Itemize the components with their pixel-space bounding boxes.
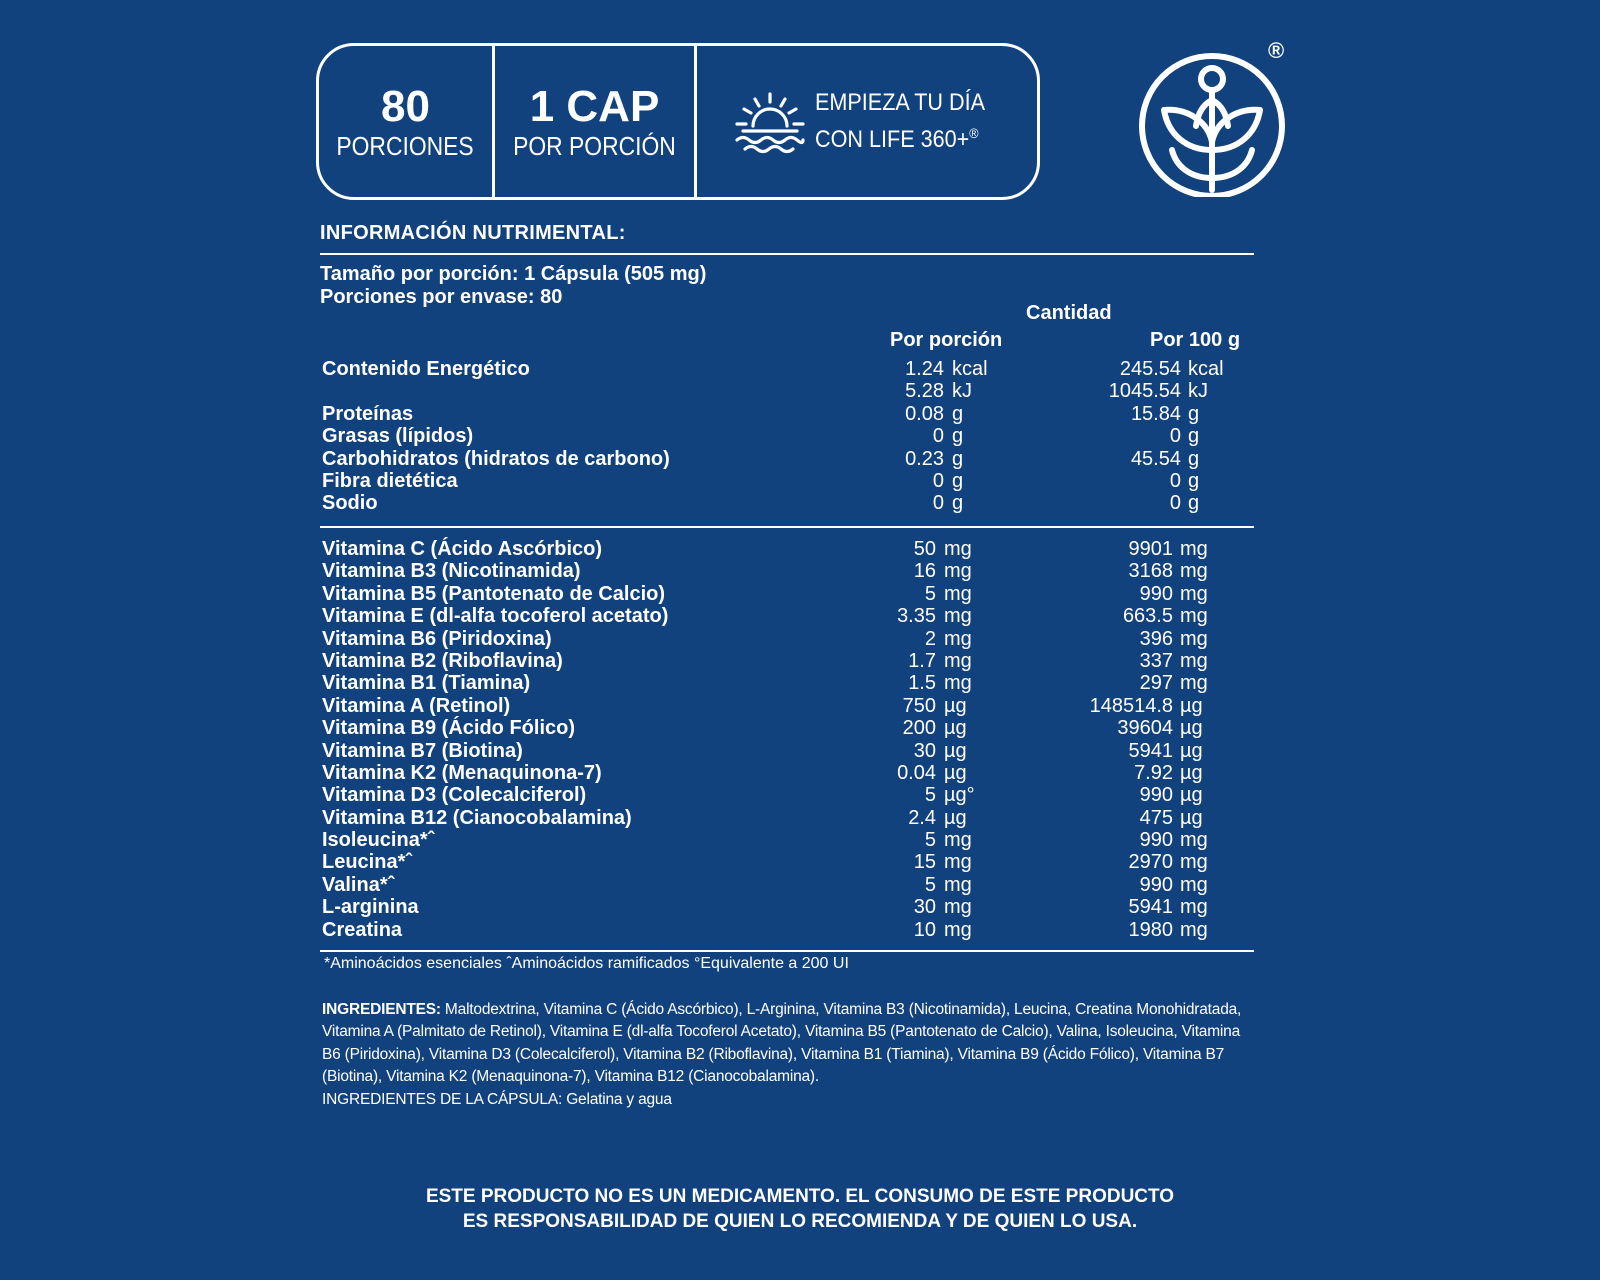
per-serving-value: 50 bbox=[913, 538, 936, 560]
per-100g-unit: g bbox=[1188, 425, 1200, 448]
ingredients-block bbox=[322, 999, 1262, 1111]
per-serving-value: 5 bbox=[924, 873, 936, 896]
logo-registered-mark: ® bbox=[1268, 38, 1285, 63]
per-serving-unit: µg bbox=[944, 717, 967, 740]
nutrient-name: L-arginina bbox=[322, 896, 419, 919]
per-100g-value: 337 bbox=[1139, 649, 1173, 672]
divider bbox=[320, 950, 1254, 952]
per-100g-unit: µg bbox=[1180, 694, 1203, 717]
table-row bbox=[322, 538, 1262, 560]
per-serving-unit: µg bbox=[944, 739, 967, 762]
per-100g-value: 990 bbox=[1139, 582, 1173, 605]
nutrient-name: Vitamina B3 (Nicotinamida) bbox=[322, 560, 581, 583]
table-row bbox=[322, 807, 1262, 829]
per-100g-value: 45.54 bbox=[1130, 447, 1181, 470]
table-row bbox=[322, 605, 1262, 627]
per-serving-value: 200 bbox=[902, 717, 936, 740]
table-row bbox=[322, 851, 1262, 873]
per-100g-value: 15.84 bbox=[1130, 402, 1181, 425]
per-serving-value: 15 bbox=[913, 851, 936, 874]
per-serving-value: 1.24 bbox=[905, 358, 944, 380]
per-100g-unit: mg bbox=[1180, 829, 1208, 852]
per-100g-value: 39604 bbox=[1117, 717, 1173, 740]
per-serving-value: 30 bbox=[913, 739, 936, 762]
per-serving-value: 2 bbox=[924, 627, 936, 650]
serving-summary-box bbox=[316, 43, 1040, 200]
per-serving-value: 1.5 bbox=[908, 672, 936, 695]
per-100g-value: 990 bbox=[1139, 784, 1173, 807]
capsule-ingredients: INGREDIENTES DE LA CÁPSULA: Gelatina y agua bbox=[322, 1090, 672, 1108]
table-row bbox=[322, 762, 1262, 784]
sunrise-icon bbox=[731, 90, 809, 154]
tagline-line-1: EMPIEZA TU DÍA bbox=[814, 89, 985, 116]
per-serving-unit: µg° bbox=[944, 784, 975, 807]
serving-size: Tamaño por porción: 1 Cápsula (505 mg) bbox=[320, 263, 707, 285]
per-serving-value: 0.08 bbox=[905, 402, 944, 425]
quantity-heading: Cantidad bbox=[1026, 302, 1112, 324]
per-100g-unit: mg bbox=[1180, 896, 1208, 919]
per-100g-value: 0 bbox=[1169, 492, 1181, 515]
tagline-cell bbox=[697, 46, 1037, 197]
nutrient-name: Vitamina B1 (Tiamina) bbox=[322, 672, 531, 695]
table-row bbox=[322, 470, 1262, 492]
per-serving-value: 5 bbox=[924, 582, 936, 605]
per-100g-unit: kJ bbox=[1188, 380, 1208, 403]
per-100g-unit: g bbox=[1188, 402, 1200, 425]
per-serving-value: 5 bbox=[924, 784, 936, 807]
nutrient-name: Carbohidratos (hidratos de carbono) bbox=[322, 447, 670, 470]
nutrient-name: Creatina bbox=[322, 918, 403, 941]
per-serving-unit: mg bbox=[944, 627, 972, 650]
per-serving-unit: mg bbox=[944, 873, 972, 896]
per-serving-value: 750 bbox=[902, 694, 936, 717]
per-serving-unit: g bbox=[952, 447, 964, 470]
ingredients-text: Maltodextrina, Vitamina C (Ácido Ascórbico), L-Arginina, Vitamina B3 (Nicotinamida), Leucina, Creatina Monohidratada, Vitamina A (Palmitato de Retinol), Vitamina E (dl-alfa Tocoferol Acetato), Vitamina B5 (Pantotenato de Calcio), Valina, Isoleucina, Vitamina B6 (Piridoxina), Vitamina D3 (Colecalciferol), Vitamina B2 (Riboflavina), Vitamina B1 (Tiamina), Vitamina B9 (Ácido Fólico), Vitamina B7 (Biotina), Vitamina K2 (Menaquinona-7), Vitamina B12 (Cianocobalamina). bbox=[322, 1001, 1242, 1086]
per-100g-unit: µg bbox=[1180, 739, 1203, 762]
nutrient-name: Vitamina K2 (Menaquinona-7) bbox=[322, 761, 602, 784]
nutrient-name: Leucina*ˆ bbox=[322, 851, 413, 874]
per-100g-unit: µg bbox=[1180, 717, 1203, 740]
table-row bbox=[322, 919, 1262, 941]
per-serving-unit: mg bbox=[944, 605, 972, 628]
per-serving-unit: mg bbox=[944, 672, 972, 695]
per-serving-unit: g bbox=[952, 402, 964, 425]
per-serving-unit: µg bbox=[944, 694, 967, 717]
portions-label: PORCIONES bbox=[336, 130, 475, 161]
per-100g-value: 0 bbox=[1169, 425, 1181, 448]
per-serving-value: 10 bbox=[913, 918, 936, 941]
per-serving-value: 0 bbox=[932, 492, 944, 515]
per-100g-value: 9901 bbox=[1128, 538, 1173, 560]
per-100g-value: 3168 bbox=[1128, 560, 1173, 583]
per-serving-unit: mg bbox=[944, 896, 972, 919]
nutrient-name: Vitamina E (dl-alfa tocoferol acetato) bbox=[322, 605, 669, 628]
per-100g-value: 5941 bbox=[1128, 739, 1173, 762]
table-row bbox=[322, 650, 1262, 672]
per-serving-value: 0 bbox=[932, 425, 944, 448]
per-100g-value: 148514.8 bbox=[1089, 694, 1173, 717]
per-100g-value: 297 bbox=[1139, 672, 1173, 695]
per-100g-unit: mg bbox=[1180, 538, 1208, 560]
dose-label: POR PORCIÓN bbox=[513, 130, 676, 161]
per-100g-unit: µg bbox=[1180, 761, 1203, 784]
per-serving-unit: g bbox=[952, 492, 964, 515]
serving-info bbox=[320, 263, 706, 309]
table-row bbox=[322, 695, 1262, 717]
per-100g-unit: mg bbox=[1180, 918, 1208, 941]
disclaimer-line-1: ESTE PRODUCTO NO ES UN MEDICAMENTO. EL CONSUMO DE ESTE PRODUCTO bbox=[425, 1186, 1175, 1207]
per-serving-value: 1.7 bbox=[908, 649, 936, 672]
per-serving-unit: kcal bbox=[952, 358, 988, 380]
per-100g-unit: mg bbox=[1180, 672, 1208, 695]
nutrient-name: Vitamina B9 (Ácido Fólico) bbox=[322, 717, 575, 740]
per-serving-value: 0 bbox=[932, 469, 944, 492]
footnote: *Aminoácidos esenciales ˆAminoácidos ramificados °Equivalente a 200 UI bbox=[324, 955, 849, 972]
per-100g-value: 1045.54 bbox=[1108, 380, 1181, 403]
tagline-brand: CON LIFE 360+ bbox=[814, 126, 969, 153]
per-100g-value: 396 bbox=[1139, 627, 1173, 650]
servings-per-container: Porciones por envase: 80 bbox=[320, 286, 563, 308]
table-row bbox=[322, 672, 1262, 694]
per-serving-value: 5.28 bbox=[905, 380, 944, 403]
per-100g-unit: kcal bbox=[1188, 358, 1224, 380]
per-100g-unit: mg bbox=[1180, 851, 1208, 874]
per-serving-unit: kJ bbox=[952, 380, 972, 403]
per-serving-value: 0.04 bbox=[897, 761, 936, 784]
per-100g-value: 5941 bbox=[1128, 896, 1173, 919]
nutrient-name: Vitamina A (Retinol) bbox=[322, 694, 511, 717]
per-100g-unit: µg bbox=[1180, 806, 1203, 829]
dose-cell bbox=[495, 46, 694, 197]
nutrient-name: Grasas (lípidos) bbox=[322, 425, 474, 448]
per-100g-value: 1980 bbox=[1128, 918, 1173, 941]
tagline-line-2 bbox=[815, 118, 985, 155]
table-row bbox=[322, 358, 1262, 380]
table-row bbox=[322, 425, 1262, 447]
per-serving-value: 2.4 bbox=[908, 806, 936, 829]
table-row bbox=[322, 740, 1262, 762]
table-row bbox=[322, 829, 1262, 851]
per-serving-unit: g bbox=[952, 469, 964, 492]
per-serving-unit: mg bbox=[944, 538, 972, 560]
per-serving-unit: mg bbox=[944, 829, 972, 852]
nutrient-name: Vitamina B12 (Cianocobalamina) bbox=[322, 806, 632, 829]
per-100g-unit: mg bbox=[1180, 627, 1208, 650]
per-serving-value: 3.35 bbox=[897, 605, 936, 628]
per-100g-unit: mg bbox=[1180, 649, 1208, 672]
per-100g-value: 663.5 bbox=[1122, 605, 1173, 628]
per-serving-value: 0.23 bbox=[905, 447, 944, 470]
divider bbox=[320, 526, 1254, 528]
col-per-serving-header: Por porción bbox=[890, 329, 1003, 351]
per-serving-unit: g bbox=[952, 425, 964, 448]
per-100g-unit: g bbox=[1188, 447, 1200, 470]
table-row bbox=[322, 583, 1262, 605]
per-100g-value: 245.54 bbox=[1119, 358, 1181, 380]
per-serving-value: 5 bbox=[924, 829, 936, 852]
per-serving-unit: mg bbox=[944, 560, 972, 583]
nutrient-name: Valina*ˆ bbox=[322, 873, 395, 896]
nutrient-name: Vitamina C (Ácido Ascórbico) bbox=[322, 538, 603, 560]
nutrient-name: Proteínas bbox=[322, 402, 414, 425]
col-per-100g-header: Por 100 g bbox=[1150, 329, 1241, 351]
nutrient-name: Vitamina B7 (Biotina) bbox=[322, 739, 523, 762]
table-row bbox=[322, 560, 1262, 582]
nutrient-name: Vitamina B5 (Pantotenato de Calcio) bbox=[322, 582, 666, 605]
per-serving-unit: µg bbox=[944, 806, 967, 829]
per-100g-value: 0 bbox=[1169, 469, 1181, 492]
per-serving-value: 16 bbox=[913, 560, 936, 583]
table-row bbox=[322, 403, 1262, 425]
table-row bbox=[322, 492, 1262, 514]
dose-number: 1 CAP bbox=[529, 81, 660, 131]
per-100g-value: 2970 bbox=[1128, 851, 1173, 874]
portions-cell bbox=[319, 46, 492, 197]
per-100g-unit: µg bbox=[1180, 784, 1203, 807]
table-row bbox=[322, 896, 1262, 918]
per-serving-value: 30 bbox=[913, 896, 936, 919]
per-100g-unit: g bbox=[1188, 469, 1200, 492]
disclaimer bbox=[0, 1184, 1600, 1234]
nutrition-title: INFORMACIÓN NUTRIMENTAL: bbox=[320, 222, 626, 244]
nutrient-name: Isoleucina*ˆ bbox=[322, 829, 435, 852]
per-100g-unit: mg bbox=[1180, 582, 1208, 605]
per-100g-unit: mg bbox=[1180, 560, 1208, 583]
per-100g-value: 990 bbox=[1139, 873, 1173, 896]
per-serving-unit: mg bbox=[944, 918, 972, 941]
nutrient-name: Vitamina D3 (Colecalciferol) bbox=[322, 784, 587, 807]
per-100g-unit: g bbox=[1188, 492, 1200, 515]
divider bbox=[320, 253, 1254, 255]
per-100g-unit: mg bbox=[1180, 605, 1208, 628]
per-100g-unit: mg bbox=[1180, 873, 1208, 896]
brand-logo-icon bbox=[1136, 42, 1291, 197]
per-serving-unit: µg bbox=[944, 761, 967, 784]
nutrient-name: Fibra dietética bbox=[322, 469, 458, 492]
per-serving-unit: mg bbox=[944, 851, 972, 874]
per-100g-value: 7.92 bbox=[1134, 761, 1173, 784]
per-serving-unit: mg bbox=[944, 582, 972, 605]
portions-number: 80 bbox=[381, 81, 430, 131]
table-row bbox=[322, 448, 1262, 470]
vitamins-table bbox=[322, 538, 1262, 941]
per-serving-unit: mg bbox=[944, 649, 972, 672]
table-row bbox=[322, 717, 1262, 739]
table-row bbox=[322, 380, 1262, 402]
table-row bbox=[322, 784, 1262, 806]
ingredients-label: INGREDIENTES: bbox=[322, 1001, 441, 1018]
macros-table bbox=[322, 358, 1262, 515]
tagline bbox=[815, 88, 985, 155]
nutrient-name: Sodio bbox=[322, 492, 378, 515]
table-row bbox=[322, 628, 1262, 650]
nutrient-name: Vitamina B6 (Piridoxina) bbox=[322, 627, 552, 650]
nutrient-name: Vitamina B2 (Riboflavina) bbox=[322, 649, 563, 672]
table-row bbox=[322, 874, 1262, 896]
registered-mark: ® bbox=[968, 125, 979, 141]
disclaimer-line-2: ES RESPONSABILIDAD DE QUIEN LO RECOMIENDA Y DE QUIEN LO USA. bbox=[462, 1211, 1138, 1232]
per-100g-value: 990 bbox=[1139, 829, 1173, 852]
per-100g-value: 475 bbox=[1139, 806, 1173, 829]
nutrient-name: Contenido Energético bbox=[322, 358, 530, 380]
